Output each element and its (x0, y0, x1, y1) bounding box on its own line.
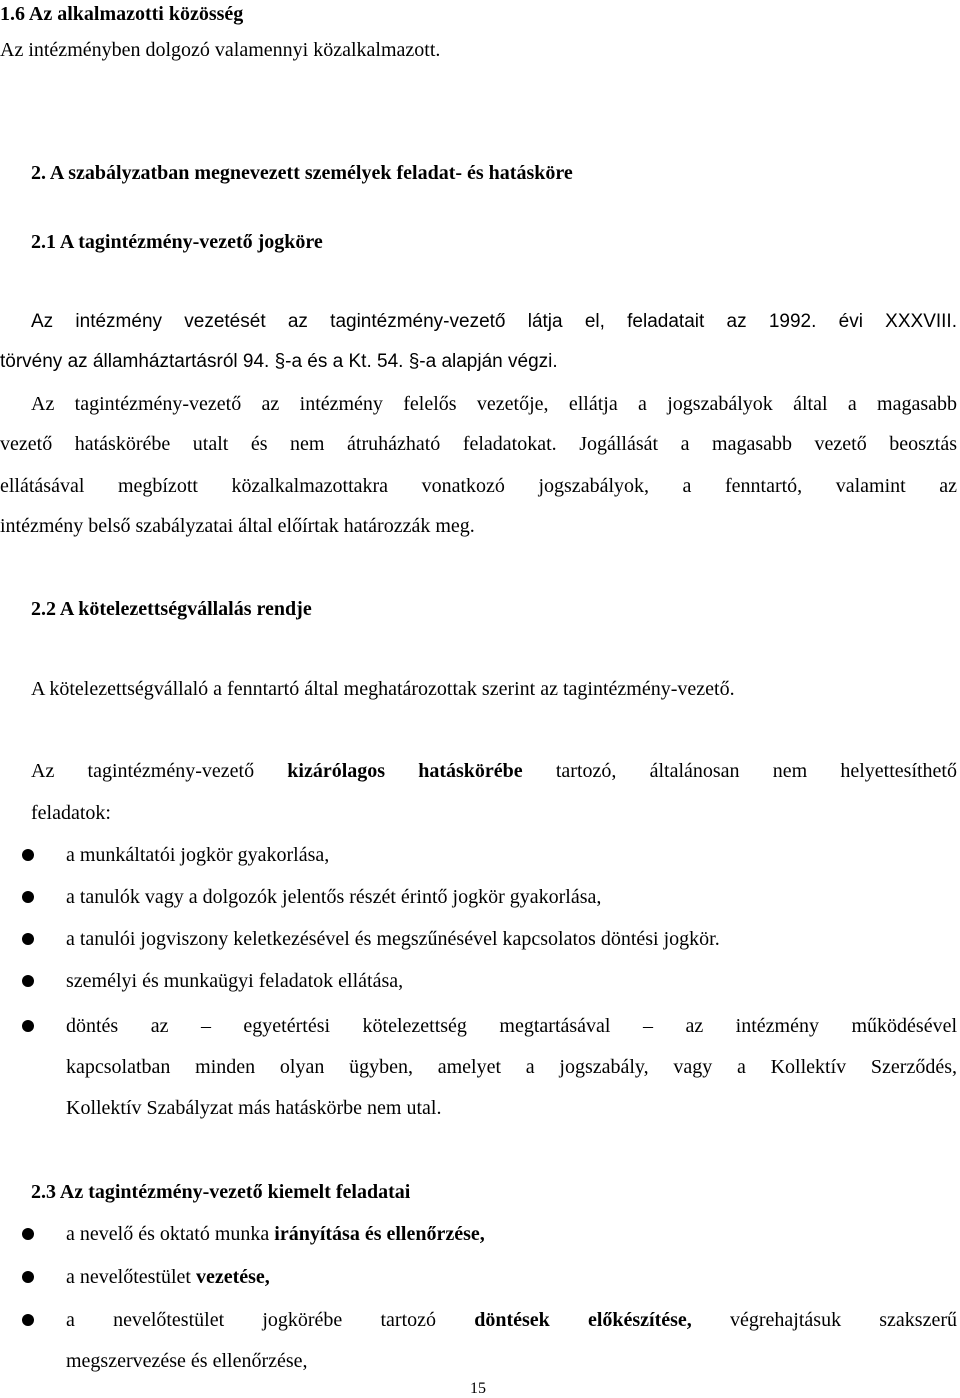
list-item-line2: kapcsolatban minden olyan ügyben, amelyet a jogszabály, vagy a Kollektív Szerződés, (66, 1056, 957, 1078)
p2-text-bold: kizárólagos hatáskörébe (287, 760, 523, 782)
b3-text-b: végrehajtásuk szakszerű (730, 1309, 957, 1331)
list-item (66, 1220, 485, 1248)
bullet-icon (22, 891, 34, 903)
section-2-2-p1: A kötelezettségvállaló a fenntartó által meghatározottak szerint az tagintézmény-vezető. (31, 678, 735, 700)
section-2-1-p2-line3: ellátásával megbízott közalkalmazottakra vonatkozó jogszabályok, a fenntartó, valamint az (0, 475, 957, 497)
list-item (66, 1263, 270, 1291)
bullet-icon (22, 1314, 34, 1326)
section-1-6-text: Az intézményben dolgozó valamennyi közalkalmazott. (0, 39, 441, 61)
section-2-1-p2-line2: vezető hatáskörébe utalt és nem átruházható feladatokat. Jogállását a magasabb vezető beosztás (0, 433, 957, 455)
section-2-3-heading: 2.3 Az tagintézmény-vezető kiemelt feladatai (31, 1181, 411, 1203)
list-item-line1 (66, 1306, 957, 1334)
list-item: a munkáltatói jogkör gyakorlása, (66, 844, 330, 866)
p2-text-a: Az tagintézmény-vezető (31, 760, 255, 782)
section-2-1-p2-line1: Az tagintézmény-vezető az intézmény felelős vezetője, ellátja a jogszabályok által a magasabb (31, 393, 957, 415)
list-item: a tanulói jogviszony keletkezésével és megszűnésével kapcsolatos döntési jogkör. (66, 928, 720, 950)
page-number: 15 (470, 1380, 486, 1397)
bullet-icon (22, 1228, 34, 1240)
bullet-icon (22, 975, 34, 987)
b3-bold: döntések előkészítése, (474, 1309, 692, 1331)
section-2-heading: 2. A szabályzatban megnevezett személyek feladat- és hatásköre (31, 162, 573, 184)
section-2-2-heading: 2.2 A kötelezettségvállalás rendje (31, 598, 312, 620)
b1-text: a nevelő és oktató munka (66, 1223, 270, 1245)
list-item: a tanulók vagy a dolgozók jelentős részét érintő jogkör gyakorlása, (66, 886, 602, 908)
b2-bold: vezetése, (195, 1266, 270, 1288)
list-item: személyi és munkaügyi feladatok ellátása, (66, 970, 404, 992)
b3-text-a: a nevelőtestület jogkörébe tartozó (66, 1309, 437, 1331)
bullet-icon (22, 849, 34, 861)
section-2-1-p1-line2: törvény az államháztartásról 94. §-a és a Kt. 54. §-a alapján végzi. (0, 351, 558, 372)
list-item-line1: döntés az – egyetértési kötelezettség megtartásával – az intézmény működésével (66, 1015, 957, 1037)
p2-text-b: tartozó, általánosan nem helyettesíthető (555, 760, 957, 782)
section-2-2-p2-line2: feladatok: (31, 802, 111, 824)
section-2-1-p2-line4: intézmény belső szabályzatai által előírtak határozzák meg. (0, 515, 475, 537)
section-2-2-p2-line1 (31, 757, 957, 785)
bullet-icon (22, 1020, 34, 1032)
bullet-icon (22, 1271, 34, 1283)
b2-text: a nevelőtestület (66, 1266, 191, 1288)
list-item-line3: Kollektív Szabályzat más hatáskörbe nem utal. (66, 1097, 442, 1119)
section-2-1-p1-line1: Az intézmény vezetését az tagintézmény-vezető látja el, feladatait az 1992. évi XXXVIII. (31, 311, 957, 332)
section-1-6-heading: 1.6 Az alkalmazotti közösség (0, 3, 244, 25)
list-item-line2: megszervezése és ellenőrzése, (66, 1350, 308, 1372)
b1-bold: irányítása és ellenőrzése, (274, 1223, 485, 1245)
bullet-icon (22, 933, 34, 945)
section-2-1-heading: 2.1 A tagintézmény-vezető jogköre (31, 231, 323, 253)
